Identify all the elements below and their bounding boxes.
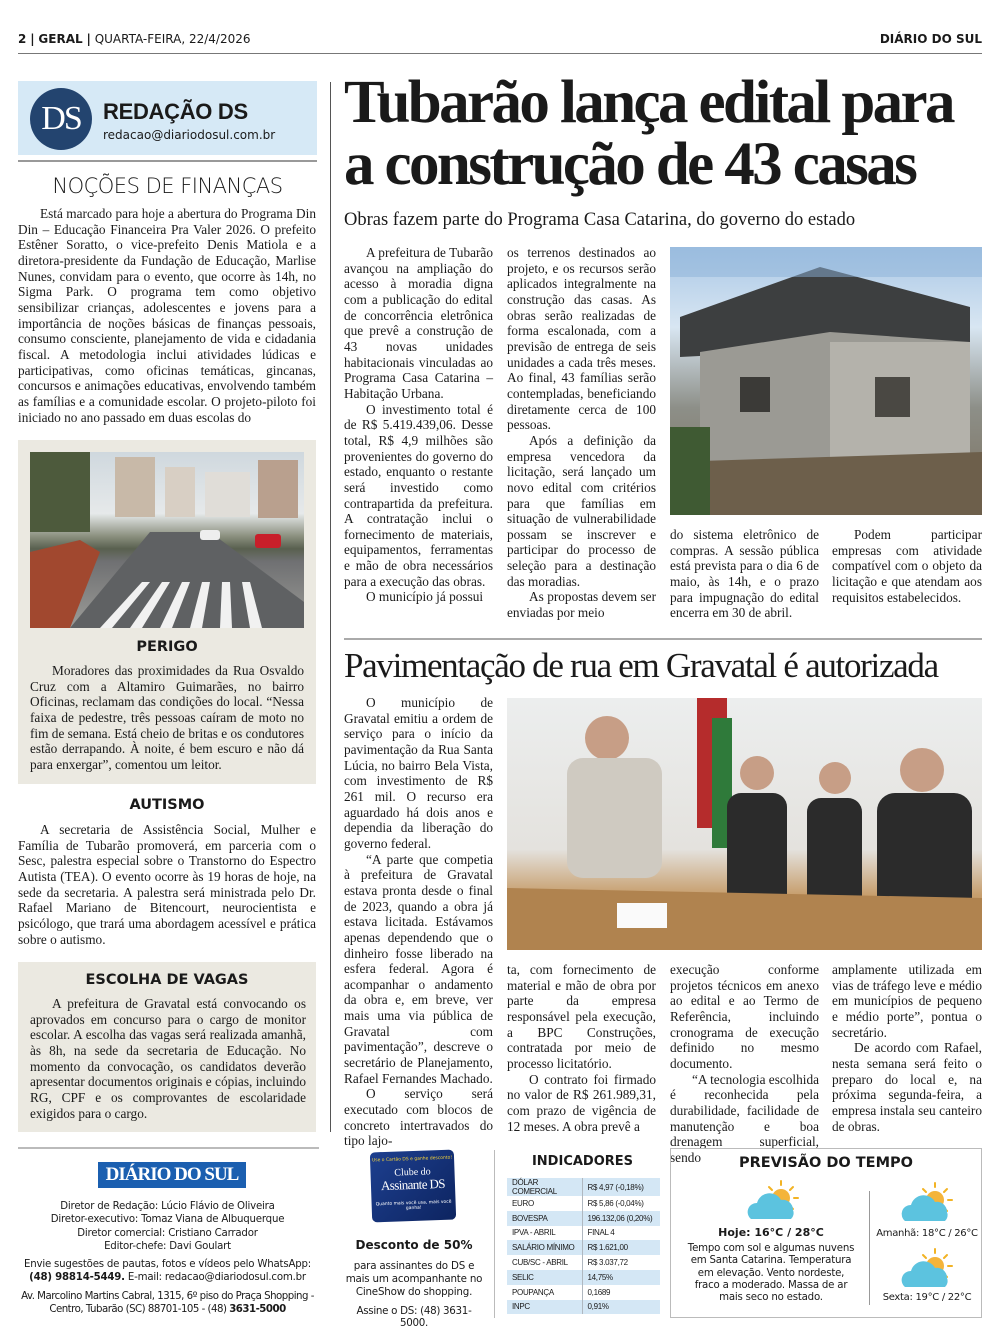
nocoes-text [18,206,316,426]
brand-name: DIÁRIO DO SUL [879,32,982,46]
paragraph: O investimento total é de R$ 5.419.439,06. Desse total, R$ 4,9 milhões são provenientes do governo do estado, enquanto o restante será investido como contrapartida da prefeitura. A contratação inclui o fornecimento de materiais, equipamentos, ferramentas e mão de obra necessários para a execução das obras. [344,401,493,589]
contact-email[interactable]: E-mail: redacao@diariodosul.com.br [127,1272,306,1284]
street-photo [30,452,304,628]
credit-line: Diretor comercial: Cristiano Carrador [77,1227,258,1239]
partly-cloudy-icon [897,1247,955,1291]
card-title: Assinante DS [380,1175,446,1194]
redacao-title: REDAÇÃO DS [103,99,248,124]
table-row [507,1196,660,1211]
article1-headline [344,69,984,198]
friday-forecast: Sexta: 19°C / 22°C [882,1292,972,1303]
paragraph: os terrenos destinados ao projeto, e os recursos serão aplicados integralmente na construção das casas. As obras serão realizadas de forma escalonada, com a previsão de entrega de seis unidades a cada três meses. Ao final, 43 famílias serão contempladas, beneficiando diretamente cerca de 100 pessoas. [507,245,656,433]
indicator-value: R$ 3.037,72 [582,1255,660,1270]
indicator-label: BOVESPA [507,1211,582,1226]
headline-line: Tubarão lança edital para [344,69,953,136]
promo-cta[interactable]: Assine o DS: (48) 3631-5000. [356,1305,472,1329]
indicator-value: 196.132,06 (0,20%) [582,1211,660,1226]
article1-col2 [507,245,656,625]
people-illustration [507,698,982,950]
section-name: GERAL [38,32,83,46]
paragraph: O município já possui [366,589,484,605]
promo-text: para assinantes do DS e mais um acompanhante no CineShow do shopping. [345,1260,483,1298]
paragraph: A prefeitura de Gravatal está convocando os aprovados em concurso para o cargo de monitor escolar. A escolha das vagas será realizada amanhã, às 8h, na sede da secretaria de Educação. No momento da convocação, os candidatos deverão apresentar documentos originais e cópias, incluindo RG, CPF e os comprovantes de escolaridade exigidos para o cargo. [30,996,306,1121]
indicator-label: DÓLAR COMERCIAL [507,1178,582,1196]
indicator-value: 0,91% [582,1300,660,1315]
paragraph: Podem participar empresas com atividade compatível com o objeto da licitação e que atendam aos requisitos estabelecidos. [832,527,982,605]
paragraph: De acordo com Rafael, nesta semana será feito o preparo do local e, na próxima segunda-feira, a empresa instala seu canteiro de obras. [832,1040,982,1134]
paragraph: O serviço será executado com blocos de concreto intertravados do tipo lajo- [344,1086,493,1149]
divider [18,1147,319,1149]
indicator-label: POUPANÇA [512,1287,554,1297]
table-row [507,1211,660,1226]
signing-ceremony-photo [507,698,982,950]
credit-line: Editor-chefe: Davi Goulart [104,1240,231,1252]
article2-col1 [344,695,493,1149]
paragraph: execução conforme projetos técnicos em anexo ao edital e ao Termo de Referência, incluindo cronograma de execução definido no mesmo documento. [670,962,819,1071]
paragraph: Está marcado para hoje a abertura do Programa Din Din – Educação Financeira Pra Valer 2026. O prefeito Estêner Soratto, o vice-prefeito Denis Matiola e a diretora-presidente da Fundação de Educação, Marlise Nunes, convidam para o evento, que ocorre às 14h, no Sigma Park. O programa tem como objetivo sensibilizar crianças, adolescentes e jovens para a importância de noções básicas de finanças pessoais, consumo consciente, planejamento de vida e cidadania fiscal. A metodologia inclui atividades lúdicas e participativas, como oficinas temáticas, gincanas, concursos e animações educativas, envolvendo também as famílias e a comunidade escolar. O projeto-piloto foi iniciado no ano passado em duas escolas do [18,206,316,425]
paragraph: “A tecnologia escolhida é reconhecida pela durabilidade, facilidade de manutenção e boa drenagem superficial, sendo [670,1071,820,1165]
headline-line: a construção de 43 casas [344,131,916,198]
paragraph: do sistema eletrônico de compras. A sessão pública está prevista para o dia 6 de maio, às 14h, e o prazo para impugnação do edital encerra em 30 de abril. [670,527,819,621]
perigo-text [30,663,304,775]
indicator-label: SELIC [507,1270,582,1285]
today-forecast: Hoje: 16°C / 28°C [718,1226,824,1239]
article1-col4 [832,527,982,625]
nocoes-title: NOÇÕES DE FINANÇAS [52,174,283,198]
redacao-email[interactable]: redacao@diariodosul.com.br [103,128,276,142]
divider [18,160,317,162]
column-rule [330,82,331,1132]
expediente [18,1200,317,1316]
phone: 3631-5000 [229,1304,286,1316]
divider [869,1191,870,1305]
table-row [507,1300,660,1315]
column-rule [494,1150,495,1318]
indicator-value: R$ 1.621,00 [582,1240,660,1255]
whatsapp-number[interactable]: (48) 98814-5449. [29,1272,125,1284]
table-row [507,1240,660,1255]
redacao-box [18,81,317,155]
tomorrow-forecast: Amanhã: 18°C / 26°C [876,1228,978,1239]
autismo-text [18,822,316,950]
indicator-label: CUB/SC - ABRIL [512,1258,568,1268]
vagas-box [18,962,316,1132]
clube-assinante-card [370,1150,456,1223]
table-row [507,1226,660,1241]
perigo-box [18,440,316,784]
promo-title: Desconto de 50% [355,1238,473,1252]
paragraph: “A parte que competia à prefeitura de Gravatal estava pronta desde o final de 2023, quando a obra já estava licitada. Estávamos apenas dependendo que o dinheiro fosse liberado na esfera federal. Agora é acompanhar o andamento da obra e, em breve, ver mais uma via pública de Gravatal com pavimentação”, descreve o secretário de Planejamento, Rafael Fernandes Machado. [344,851,493,1086]
page-info: 2 | GERAL | QUARTA-FEIRA, 22/4/2026 [18,32,251,46]
ds-logo: DS [30,88,92,150]
diario-do-sul-logo: DIÁRIO DO SUL [98,1162,246,1188]
table-row [507,1178,660,1196]
divider [344,638,982,640]
paragraph: amplamente utilizada em vias de tráfego leve e médio em municípios de pequeno e médio porte”, pontua o secretário. [832,962,982,1040]
indicator-label: EURO [512,1198,534,1208]
weather-box [670,1148,982,1318]
article2-headline: Pavimentação de rua em Gravatal é autorizada [344,646,938,685]
address: Av. Marcolino Martins Cabral, 1315, 6º piso do Praça Shopping - Centro, Tubarão (SC) 88701-105 - (48) [21,1290,314,1316]
partly-cloudy-icon [743,1179,801,1223]
credit-line: Diretor de Redação: Lúcio Flávio de Oliveira [60,1201,275,1212]
paragraph: Após a definição da empresa vencedora da licitação, será lançado um novo edital com critérios para que famílias em situação de vulnerabilidade possam se inscrever e participar do processo de seleção para a destinação das moradias. [507,432,656,589]
article2-col4 [832,962,982,1138]
indicator-value: R$ 4,97 (-0,18%) [582,1178,660,1196]
card-title: Clube do [394,1166,431,1179]
paragraph: A secretaria de Assistência Social, Mulher e Família de Tubarão promoverá, em parceria com o Sesc, palestra especial sobre o Transtorno do Espectro Autista (TEA). O evento ocorre às 19 horas de hoje, na sede da secretaria. A palestra será ministrada pelo Dr. Rafael Mariano de Bitencourt, neurocientista e psicólogo, que trará uma abordagem acessível e prática sobre o autismo. [18,822,316,947]
street-illustration [30,452,304,628]
indicator-value: FINAL 4 [582,1226,660,1241]
indicadores-table [507,1178,660,1314]
article1-col1 [344,245,493,625]
house-illustration [670,247,982,515]
paragraph: A prefeitura de Tubarão avançou na ampliação do acesso à moradia digna com a publicação do edital de concorrência eletrônica que prevê a construção de 43 novas unidades habitacionais vinculadas ao Programa Casa Catarina – Habitação Urbana. [344,245,493,401]
article2-col2 [507,962,656,1138]
indicator-label: INPC [507,1300,582,1315]
table-row [507,1255,660,1270]
indicator-value: R$ 5,86 (-0,04%) [582,1196,660,1211]
weather-title: PREVISÃO DO TEMPO [739,1155,913,1171]
table-row [507,1270,660,1285]
paragraph: O município de Gravatal emitiu a ordem de serviço para o início da pavimentação da Rua Santa Lúcia, no bairro Bela Vista, com investimento de R$ 261 mil. O recurso era aguardado há dois anos e dependia da liberação do governo federal. [344,695,493,851]
house-construction-photo [670,247,982,515]
indicator-label: IPVA - ABRIL [512,1228,556,1238]
indicator-label: SALÁRIO MÍNIMO [507,1240,582,1255]
card-tagline: Use o Cartão DS e ganhe desconto! [371,1155,453,1164]
indicator-value: 14,75% [582,1270,660,1285]
date: QUARTA-FEIRA, 22/4/2026 [94,32,251,46]
indicator-value: 0,1689 [582,1285,660,1300]
indicadores-title: INDICADORES [531,1154,634,1169]
paragraph: O contrato foi firmado no valor de R$ 261.989,31, com prazo de vigência de 12 meses. A obra prevê a [507,1071,656,1134]
article2-col3 [670,962,820,1165]
whatsapp-text: Envie sugestões de pautas, fotos e vídeos pelo WhatsApp: [24,1259,311,1271]
perigo-title: PERIGO [136,639,198,655]
table-row [507,1285,660,1300]
card-slogan: Quanto mais você usa, mais você ganha! [375,1199,452,1212]
article1-subhead: Obras fazem parte do Programa Casa Catarina, do governo do estado [344,210,856,230]
autismo-title: AUTISMO [129,797,205,813]
page-number: 2 [18,32,27,46]
paragraph: ta, com fornecimento de material e mão de obra por parte da empresa responsável pela execução, a BPC Construções, contratada por meio de processo licitatório. [507,962,656,1071]
today-description: Tempo com sol e algumas nuvens em Santa Catarina. Temperatura em elevação. Vento nordeste, fraco a moderado. Massa de ar mais seco no estado. [687,1243,855,1304]
vagas-title: ESCOLHA DE VAGAS [85,972,249,988]
vagas-text [30,996,306,1126]
credit-line: Diretor-executivo: Tomaz Viana de Albuquerque [50,1214,285,1226]
paragraph: Moradores das proximidades da Rua Osvaldo Cruz com a Altamiro Guimarães, no bairro Oficinas, reclamam das condições do local. “Nessa faixa de pedestre, três pessoas caíram de moto no fim de semana. Está cheio de britas e os condutores estão derrapando. À noite, é bem escuro e não dá para enxergar”, comentou um leitor. [30,663,304,772]
article1-col3 [670,527,819,625]
paragraph: As propostas devem ser enviadas por meio [507,589,656,621]
page-header [18,32,982,54]
partly-cloudy-icon [897,1181,955,1225]
